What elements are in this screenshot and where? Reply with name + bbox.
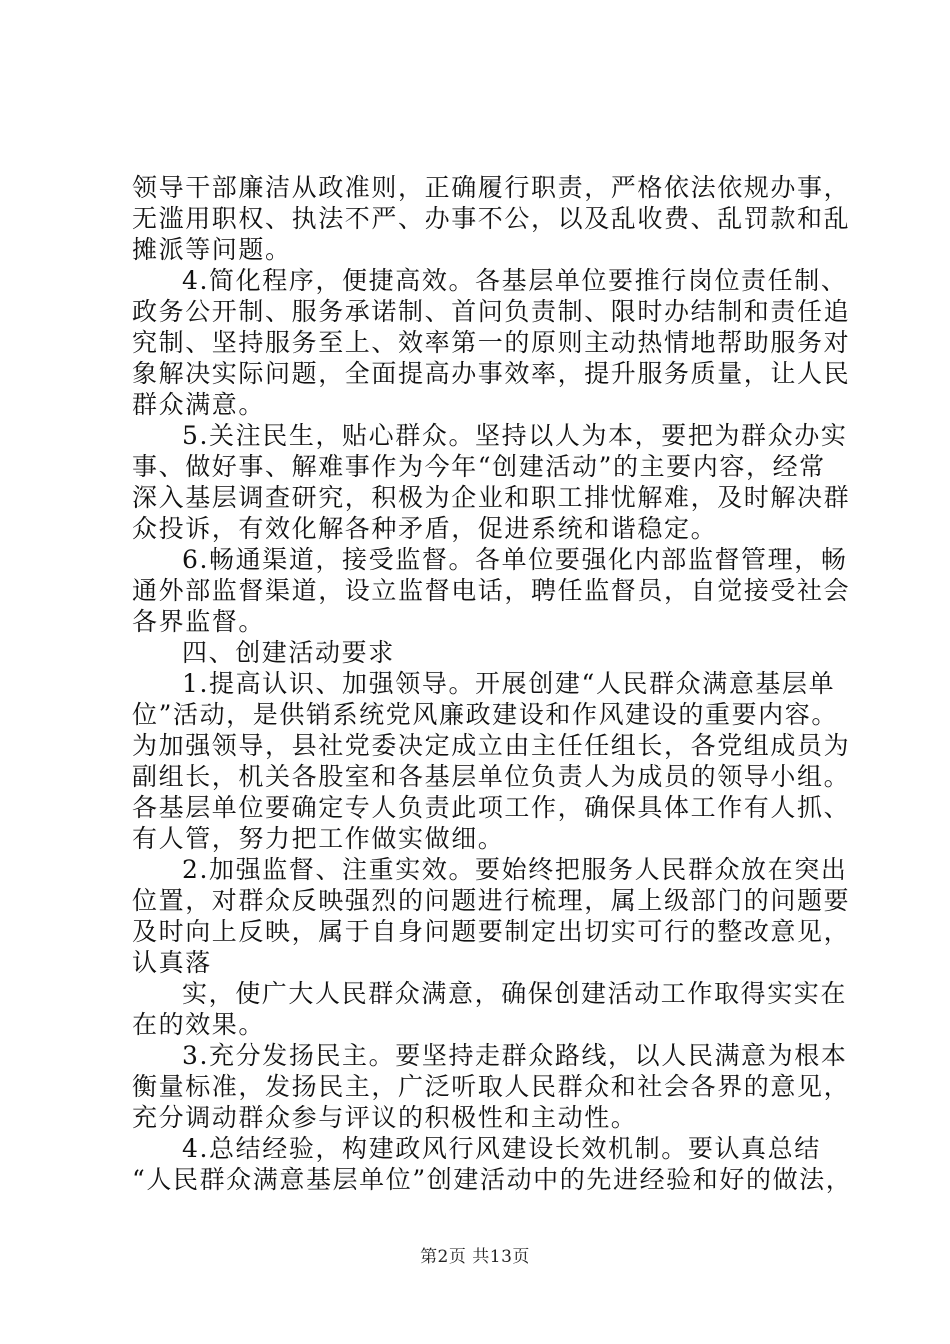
paragraph-start-line: 2.加强监督、注重实效。要始终把服务人民群众放在突出 — [182, 855, 848, 884]
text-line: 各界监督。 — [132, 607, 266, 636]
section-heading: 四、创建活动要求 — [182, 638, 395, 667]
text-line: 位”活动，是供销系统党风廉政建设和作风建设的重要内容。 — [132, 700, 838, 729]
paragraph-start-line: 4.总结经验，构建政风行风建设长效机制。要认真总结 — [182, 1134, 821, 1163]
document-body — [132, 172, 853, 1195]
text-line: 领导干部廉洁从政准则，正确履行职责，严格依法依规办事， — [132, 173, 851, 202]
text-line: 衡量标准，发扬民主，广泛听取人民群众和社会各界的意见， — [132, 1072, 851, 1101]
text-line: 众投诉，有效化解各种矛盾，促进系统和谐稳定。 — [132, 514, 718, 543]
text-line: 摊派等问题。 — [132, 235, 292, 264]
paragraph-start-line: 4.简化程序，便捷高效。各基层单位要推行岗位责任制、 — [182, 266, 848, 295]
text-line: 群众满意。 — [132, 390, 266, 419]
text-line: 通外部监督渠道，设立监督电话，聘任监督员，自觉接受社会 — [132, 576, 851, 605]
text-line: 各基层单位要确定专人负责此项工作，确保具体工作有人抓、 — [132, 793, 851, 822]
text-line: 认真落 — [132, 948, 212, 977]
text-line: 为加强领导，县社党委决定成立由主任任组长，各党组成员为 — [132, 731, 851, 760]
text-line: 在的效果。 — [132, 1010, 266, 1039]
paragraph-start-line: 5.关注民生，贴心群众。坚持以人为本，要把为群众办实 — [182, 421, 848, 450]
text-line: 有人管，努力把工作做实做细。 — [132, 824, 505, 853]
text-line: 深入基层调查研究，积极为企业和职工排忧解难，及时解决群 — [132, 483, 851, 512]
paragraph-start-line: 1.提高认识、加强领导。开展创建“人民群众满意基层单 — [182, 669, 836, 698]
paragraph-start-line: 6.畅通渠道，接受监督。各单位要强化内部监督管理，畅 — [182, 545, 848, 574]
text-line: 事、做好事、解难事作为今年“创建活动”的主要内容，经常 — [132, 452, 826, 481]
page-number-footer: 第2页 共13页 — [420, 1247, 530, 1267]
text-line: 及时向上反映，属于自身问题要制定出切实可行的整改意见， — [132, 917, 851, 946]
text-line: 副组长，机关各股室和各基层单位负责人为成员的领导小组。 — [132, 762, 851, 791]
text-line: 位置，对群众反映强烈的问题进行梳理，属上级部门的问题要 — [132, 886, 851, 915]
text-line: 象解决实际问题，全面提高办事效率，提升服务质量，让人民 — [132, 359, 851, 388]
text-line: 无滥用职权、执法不严、办事不公，以及乱收费、乱罚款和乱 — [132, 204, 851, 233]
text-line: “人民群众满意基层单位”创建活动中的先进经验和好的做法， — [132, 1165, 853, 1194]
text-line: 究制、坚持服务至上、效率第一的原则主动热情地帮助服务对 — [132, 328, 851, 357]
text-line: 充分调动群众参与评议的积极性和主动性。 — [132, 1103, 638, 1132]
paragraph-start-line: 实，使广大人民群众满意，确保创建活动工作取得实实在 — [182, 979, 848, 1008]
paragraph-start-line: 3.充分发扬民主。要坚持走群众路线，以人民满意为根本 — [182, 1041, 848, 1070]
text-line: 政务公开制、服务承诺制、首问负责制、限时办结制和责任追 — [132, 297, 851, 326]
